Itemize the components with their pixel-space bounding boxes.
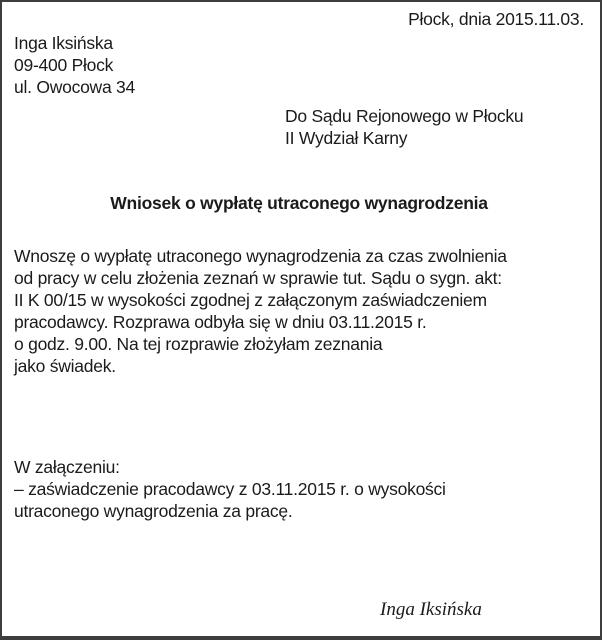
body-line: jako świadek.	[14, 356, 116, 376]
recipient-court: Do Sądu Rejonowego w Płocku	[285, 106, 524, 126]
recipient-division: II Wydział Karny	[285, 128, 408, 148]
body-line: Wnoszę o wypłatę utraconego wynagrodzenia za czas zwolnienia	[14, 246, 507, 266]
sender-block	[14, 32, 584, 98]
document-title: Wniosek o wypłatę utraconego wynagrodzenia	[110, 193, 488, 213]
date-place-line: Płock, dnia 2015.11.03.	[408, 9, 584, 29]
body-line: od pracy w celu złożenia zeznań w sprawie tut. Sądu o sygn. akt:	[14, 268, 502, 288]
sender-street: ul. Owocowa 34	[14, 77, 136, 97]
attachments-heading: W załączeniu:	[14, 457, 120, 477]
recipient-block	[285, 105, 584, 149]
sender-postal-city: 09-400 Płock	[14, 55, 114, 75]
sender-name: Inga Iksińska	[14, 33, 113, 53]
body-paragraph	[14, 245, 584, 377]
attachments-section	[14, 456, 584, 522]
signature: Inga Iksińska	[380, 599, 482, 620]
body-line: o godz. 9.00. Na tej rozprawie złożyłam zeznania	[14, 334, 383, 354]
body-line: II K 00/15 w wysokości zgodnej z załączonym zaświadczeniem	[14, 290, 487, 310]
attachment-item-line: – zaświadczenie pracodawcy z 03.11.2015 r. o wysokości	[14, 479, 446, 499]
attachment-item-line: utraconego wynagrodzenia za pracę.	[14, 501, 293, 521]
body-line: pracodawcy. Rozprawa odbyła się w dniu 03.11.2015 r.	[14, 312, 427, 332]
